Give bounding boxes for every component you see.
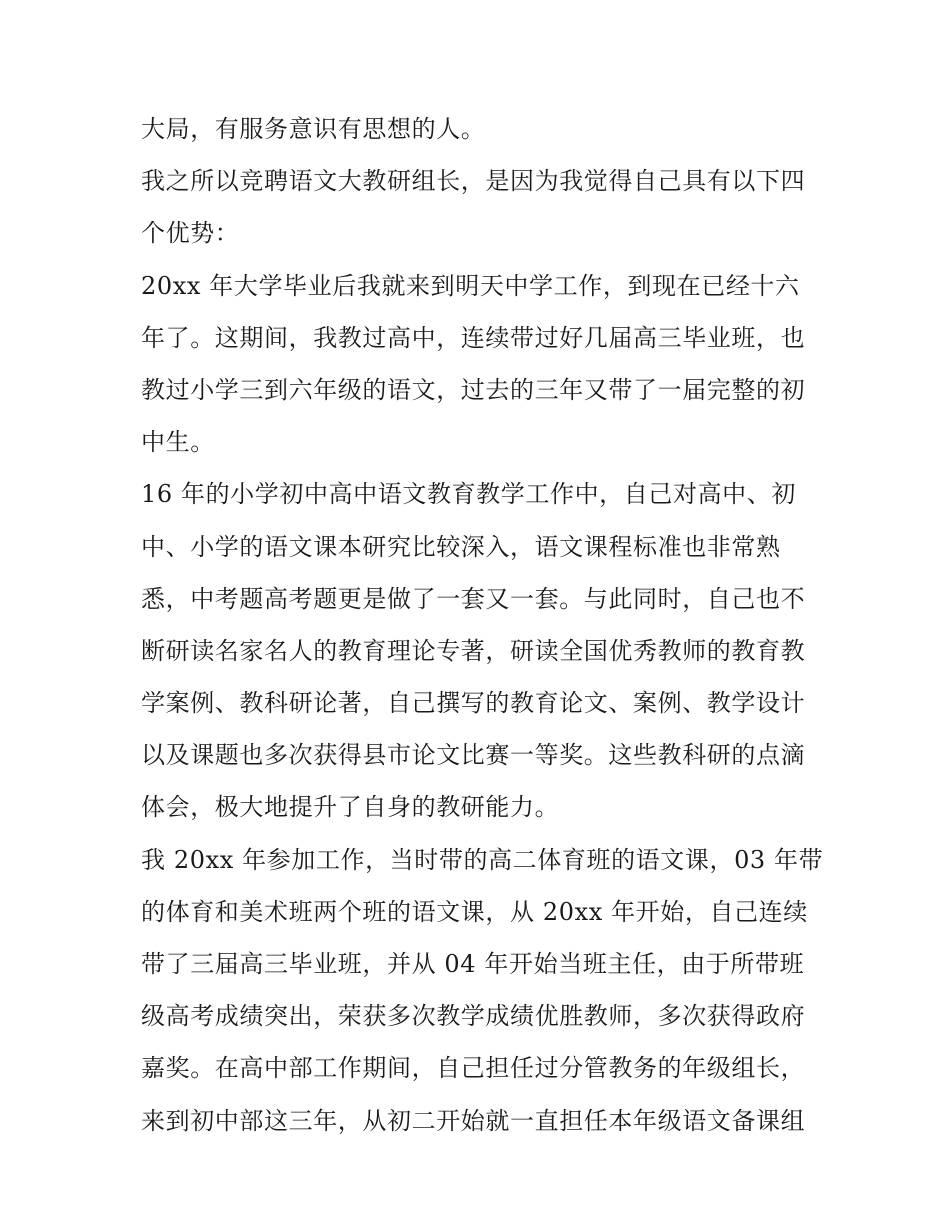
text-line: 年了。这期间，我教过高中，连续带过好几届高三毕业班，也: [141, 323, 806, 352]
document-body: [141, 103, 824, 1147]
text-line: 16 年的小学初中高中语文教育教学工作中，自己对高中、初: [141, 480, 796, 509]
text-line: 我之所以竞聘语文大教研组长，是因为我觉得自己具有以下四: [141, 167, 806, 196]
text-line: 大局，有服务意识有思想的人。: [141, 115, 486, 143]
text-line: 个优势：: [141, 219, 240, 248]
text-line: 级高考成绩突出，荣获多次教学成绩优胜教师，多次获得政府: [141, 1002, 806, 1031]
text-line: 我 20xx 年参加工作，当时带的高二体育班的语文课，03 年带: [141, 845, 824, 874]
text-line: 悉，中考题高考题更是做了一套又一套。与此同时，自己也不: [141, 584, 806, 613]
text-line: 的体育和美术班两个班的语文课，从 20xx 年开始，自己连续: [141, 897, 808, 926]
text-line: 20xx 年大学毕业后我就来到明天中学工作，到现在已经十六: [141, 271, 800, 300]
text-line: 教过小学三到六年级的语文，过去的三年又带了一届完整的初: [141, 375, 806, 404]
text-line: 中、小学的语文课本研究比较深入，语文课程标准也非常熟: [141, 532, 781, 561]
text-line: 体会，极大地提升了自身的教研能力。: [141, 793, 560, 822]
text-line: 嘉奖。在高中部工作期间，自己担任过分管教务的年级组长，: [141, 1054, 806, 1083]
text-line: 学案例、教科研论著，自己撰写的教育论文、案例、教学设计: [141, 689, 806, 718]
text-line: 断研读名家名人的教育理论专著，研读全国优秀教师的教育教: [141, 636, 806, 665]
text-line: 中生。: [141, 428, 215, 457]
text-line: 来到初中部这三年，从初二开始就一直担任本年级语文备课组: [141, 1106, 806, 1135]
text-line: 以及课题也多次获得县市论文比赛一等奖。这些教科研的点滴: [141, 741, 806, 770]
text-line: 带了三届高三毕业班，并从 04 年开始当班主任，由于所带班: [141, 950, 805, 978]
